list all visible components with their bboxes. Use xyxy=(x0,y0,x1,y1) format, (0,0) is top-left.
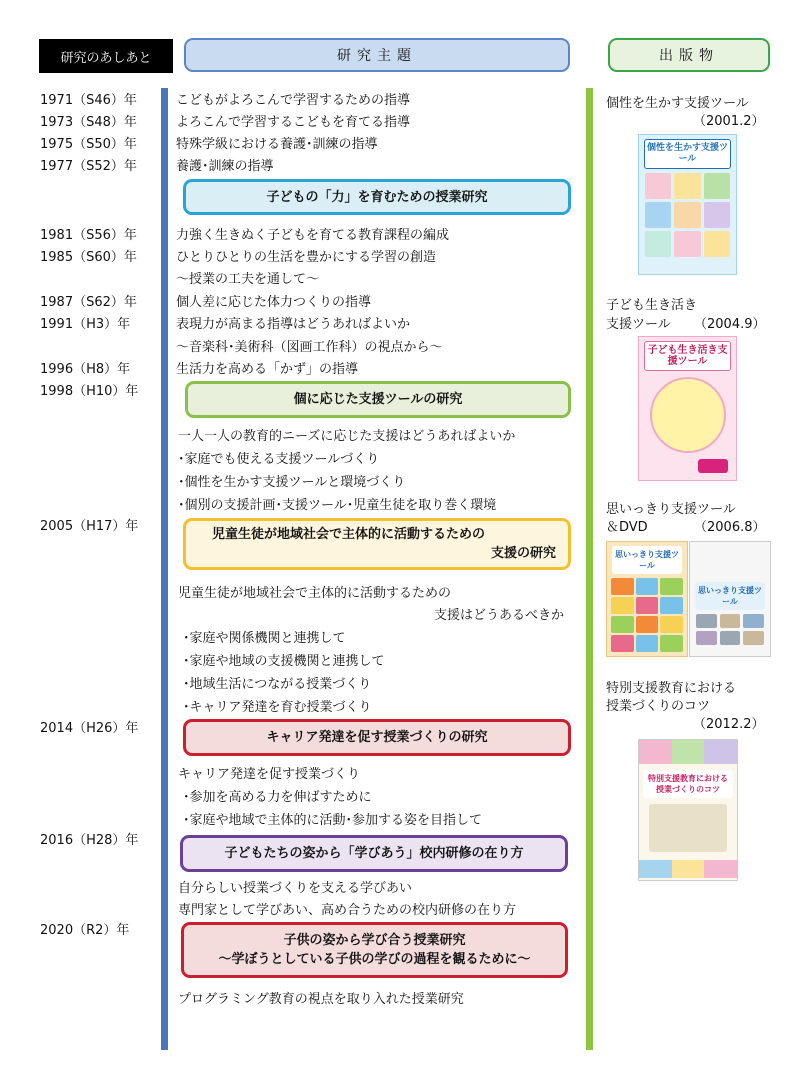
theme-box-4: キャリア発達を促す授業づくりの研究 xyxy=(183,719,571,756)
history-header: 研究のあしあと xyxy=(39,39,173,73)
research-bullet: ･家庭でも使える支援ツールづくり xyxy=(178,452,380,467)
theme-box-5: 子どもたちの姿から「学びあう」校内研修の在り方 xyxy=(180,835,568,872)
publications-bar xyxy=(586,88,593,1050)
publication-title: ＆DVD xyxy=(606,520,648,535)
research-item: 表現力が高まる指導はどうあればよいか xyxy=(176,317,411,332)
cd-rom-badge xyxy=(698,459,728,473)
research-item: プログラミング教育の視点を取り入れた授業研究 xyxy=(178,992,464,1007)
theme-line: ～学ぼうとしている子供の学びの過程を観るために～ xyxy=(218,952,531,967)
theme-line: 支援の研究 xyxy=(490,546,556,561)
year-label: 2014（H26）年 xyxy=(40,721,139,736)
research-item: よろこんで学習するこどもを育てる指導 xyxy=(176,115,411,130)
research-item: 支援はどうあるべきか xyxy=(434,608,565,623)
book-cover-1 xyxy=(638,134,737,275)
research-item: 生活力を高める「かず」の指導 xyxy=(176,362,359,377)
cover-title: 思いっきり支援ツール xyxy=(695,582,765,610)
research-bullet: ･家庭や地域の支援機関と連携して xyxy=(183,654,385,669)
year-label: 1998（H10）年 xyxy=(40,384,139,399)
research-item: 力強く生きぬく子どもを育てる教育課程の編成 xyxy=(176,228,450,243)
year-label: 2005（H17）年 xyxy=(40,519,139,534)
publication-title: 個性を生かす支援ツール xyxy=(606,96,749,111)
publication-title: 支援ツール xyxy=(606,317,671,332)
theme-box-1: 子どもの「力」を育むための授業研究 xyxy=(183,179,571,215)
year-label: 1975（S50）年 xyxy=(40,137,137,152)
year-label: 1991（H3）年 xyxy=(40,317,131,332)
book-cover-4 xyxy=(638,739,738,881)
research-item: 特殊学級における養護･訓練の指導 xyxy=(176,137,378,152)
research-item: 児童生徒が地域社会で主体的に活動するための xyxy=(178,586,452,601)
timeline-bar xyxy=(161,88,168,1050)
research-subtitle: ～音楽科･美術科（図画工作科）の視点から～ xyxy=(176,340,443,355)
publication-date: （2004.9） xyxy=(694,317,766,332)
cover-title: 子ども生き活き支援ツール xyxy=(644,341,731,371)
research-bullet: ･参加を高める力を伸ばすために xyxy=(183,790,372,805)
year-label: 2020（R2）年 xyxy=(40,923,130,938)
year-label: 1973（S48）年 xyxy=(40,115,137,130)
publication-title: 特別支援教育における xyxy=(606,681,737,696)
cover-title: 特別支援教育における授業づくりのコツ xyxy=(643,770,733,798)
book-cover-3a xyxy=(606,541,688,657)
year-label: 1981（S56）年 xyxy=(40,228,137,243)
theme-box-2: 個に応じた支援ツールの研究 xyxy=(185,381,571,418)
research-item: こどもがよろこんで学習するための指導 xyxy=(176,93,411,108)
research-bullet: ･個性を生かす支援ツールと環境づくり xyxy=(178,475,406,490)
research-bullet: ･個別の支援計画･支援ツール･児童生徒を取り巻く環境 xyxy=(178,498,497,513)
research-item: 自分らしい授業づくりを支える学びあい xyxy=(178,881,413,896)
year-label: 2016（H28）年 xyxy=(40,833,139,848)
publication-title: 子ども生き活き xyxy=(606,298,698,313)
research-bullet: ･家庭や関係機関と連携して xyxy=(183,631,346,646)
cover-title: 個性を生かす支援ツール xyxy=(644,139,731,169)
publication-date: （2012.2） xyxy=(693,717,765,732)
research-item: 一人一人の教育的ニーズに応じた支援はどうあればよいか xyxy=(178,429,516,444)
research-subtitle: ～授業の工夫を通して～ xyxy=(176,272,320,287)
publication-title: 思いっきり支援ツール xyxy=(606,502,736,517)
theme-box-6 xyxy=(181,922,568,978)
book-cover-2 xyxy=(638,336,737,481)
theme-line: 児童生徒が地域社会で主体的に活動するための xyxy=(212,527,486,542)
cover-illustration xyxy=(649,804,727,852)
research-bullet: ･地域生活につながる授業づくり xyxy=(183,677,372,692)
research-item: 養護･訓練の指導 xyxy=(176,159,274,174)
publication-title: 授業づくりのコツ xyxy=(606,699,711,714)
research-item: ひとりひとりの生活を豊かにする学習の創造 xyxy=(176,250,437,265)
research-item: キャリア発達を促す授業づくり xyxy=(178,767,361,782)
publication-date: （2001.2） xyxy=(693,114,765,129)
year-label: 1971（S46）年 xyxy=(40,93,137,108)
research-item: 専門家として学びあい、高め合うための校内研修の在り方 xyxy=(178,903,517,918)
research-bullet: ･キャリア発達を育む授業づくり xyxy=(183,700,372,715)
publications-header: 出版物 xyxy=(608,38,770,72)
theme-line: 子供の姿から学び合う授業研究 xyxy=(283,933,466,948)
research-item: 個人差に応じた体力つくりの指導 xyxy=(176,295,372,310)
year-label: 1977（S52）年 xyxy=(40,159,137,174)
theme-box-3 xyxy=(183,518,571,570)
year-label: 1987（S62）年 xyxy=(40,295,137,310)
cover-title: 思いっきり支援ツール xyxy=(612,546,682,574)
cover-illustration xyxy=(650,377,726,453)
publication-date: （2006.8） xyxy=(694,520,766,535)
book-cover-3b xyxy=(689,541,771,657)
theme-header: 研究主題 xyxy=(184,38,570,72)
year-label: 1996（H8）年 xyxy=(40,362,131,377)
year-label: 1985（S60）年 xyxy=(40,250,137,265)
research-bullet: ･家庭や地域で主体的に活動･参加する姿を目指して xyxy=(183,813,483,828)
